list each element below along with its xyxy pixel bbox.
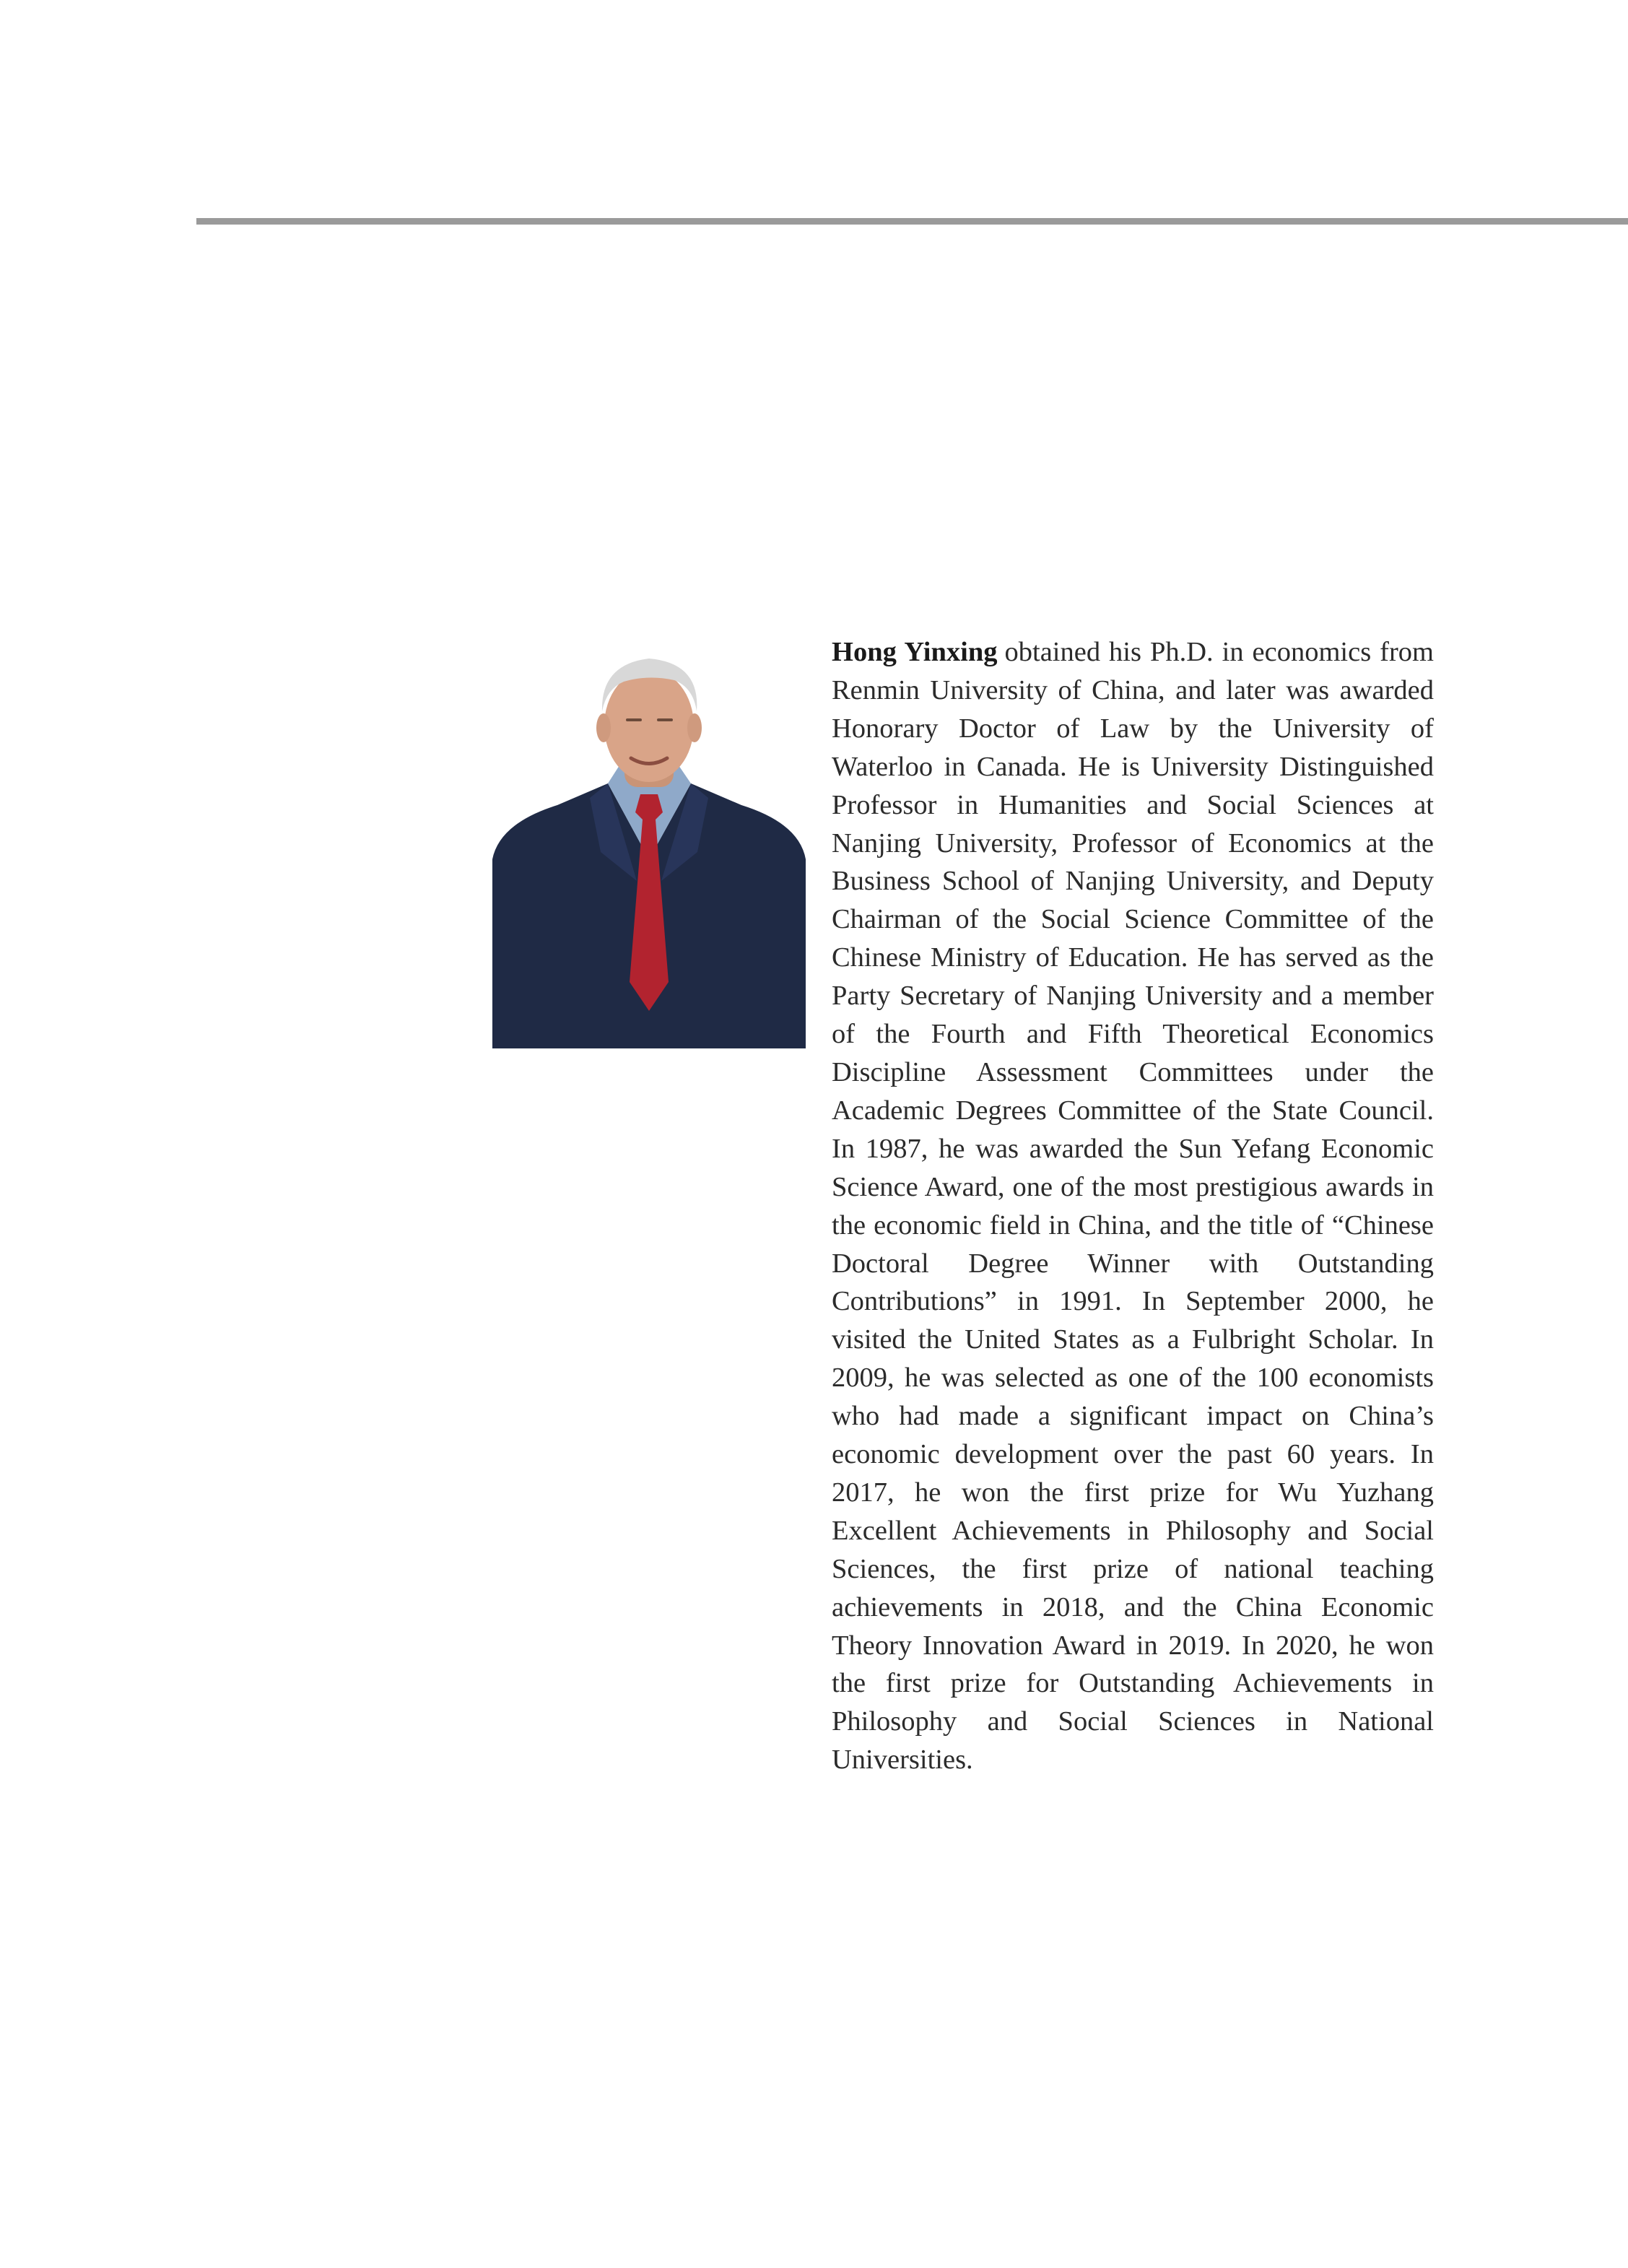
author-bio-text: obtained his Ph.D. in economics from Renmin University of China, and later was awarded Honorary Doctor of Law by the University of Waterloo in Canada. He is University Distinguished Professor in Humanities and Social Sciences at Nanjing University, Professor of Economics at the Business School of Nanjing University, and Deputy Chairman of the Social Science Committee of the Chinese Ministry of Education. He has served as the Party Secretary of Nanjing University and a member of the Fourth and Fifth Theoretical Economics Discipline Assessment Committees under the Academic Degrees Committee of the State Council. In 1987, he was awarded the Sun Yefang Economic Science Award, one of the most prestigious awards in the economic field in China, and the title of “Chinese Doctoral Degree Winner with Outstanding Contributions” in 1991. In September 2000, he visited the United States as a Fulbright Scholar. In 2009, he was selected as one of the 100 economists who had made a significant impact on China’s economic development over the past 60 years. In 2017, he won the first prize for Wu Yuzhang Excellent Achievements in Philosophy and Social Sciences, the first prize of national teaching achievements in 2018, and the China Economic Theory Innovation Award in 2019. In 2020, he won the first prize for Outstanding Achievements in Philosophy and Social Sciences in National Universities. bbox=[832, 637, 1434, 1776]
portrait-photo-icon bbox=[492, 643, 806, 1048]
header-rule bbox=[196, 218, 1628, 225]
author-portrait bbox=[492, 643, 806, 1048]
author-bio bbox=[832, 633, 1434, 1779]
author-name: Hong Yinxing bbox=[832, 637, 998, 667]
